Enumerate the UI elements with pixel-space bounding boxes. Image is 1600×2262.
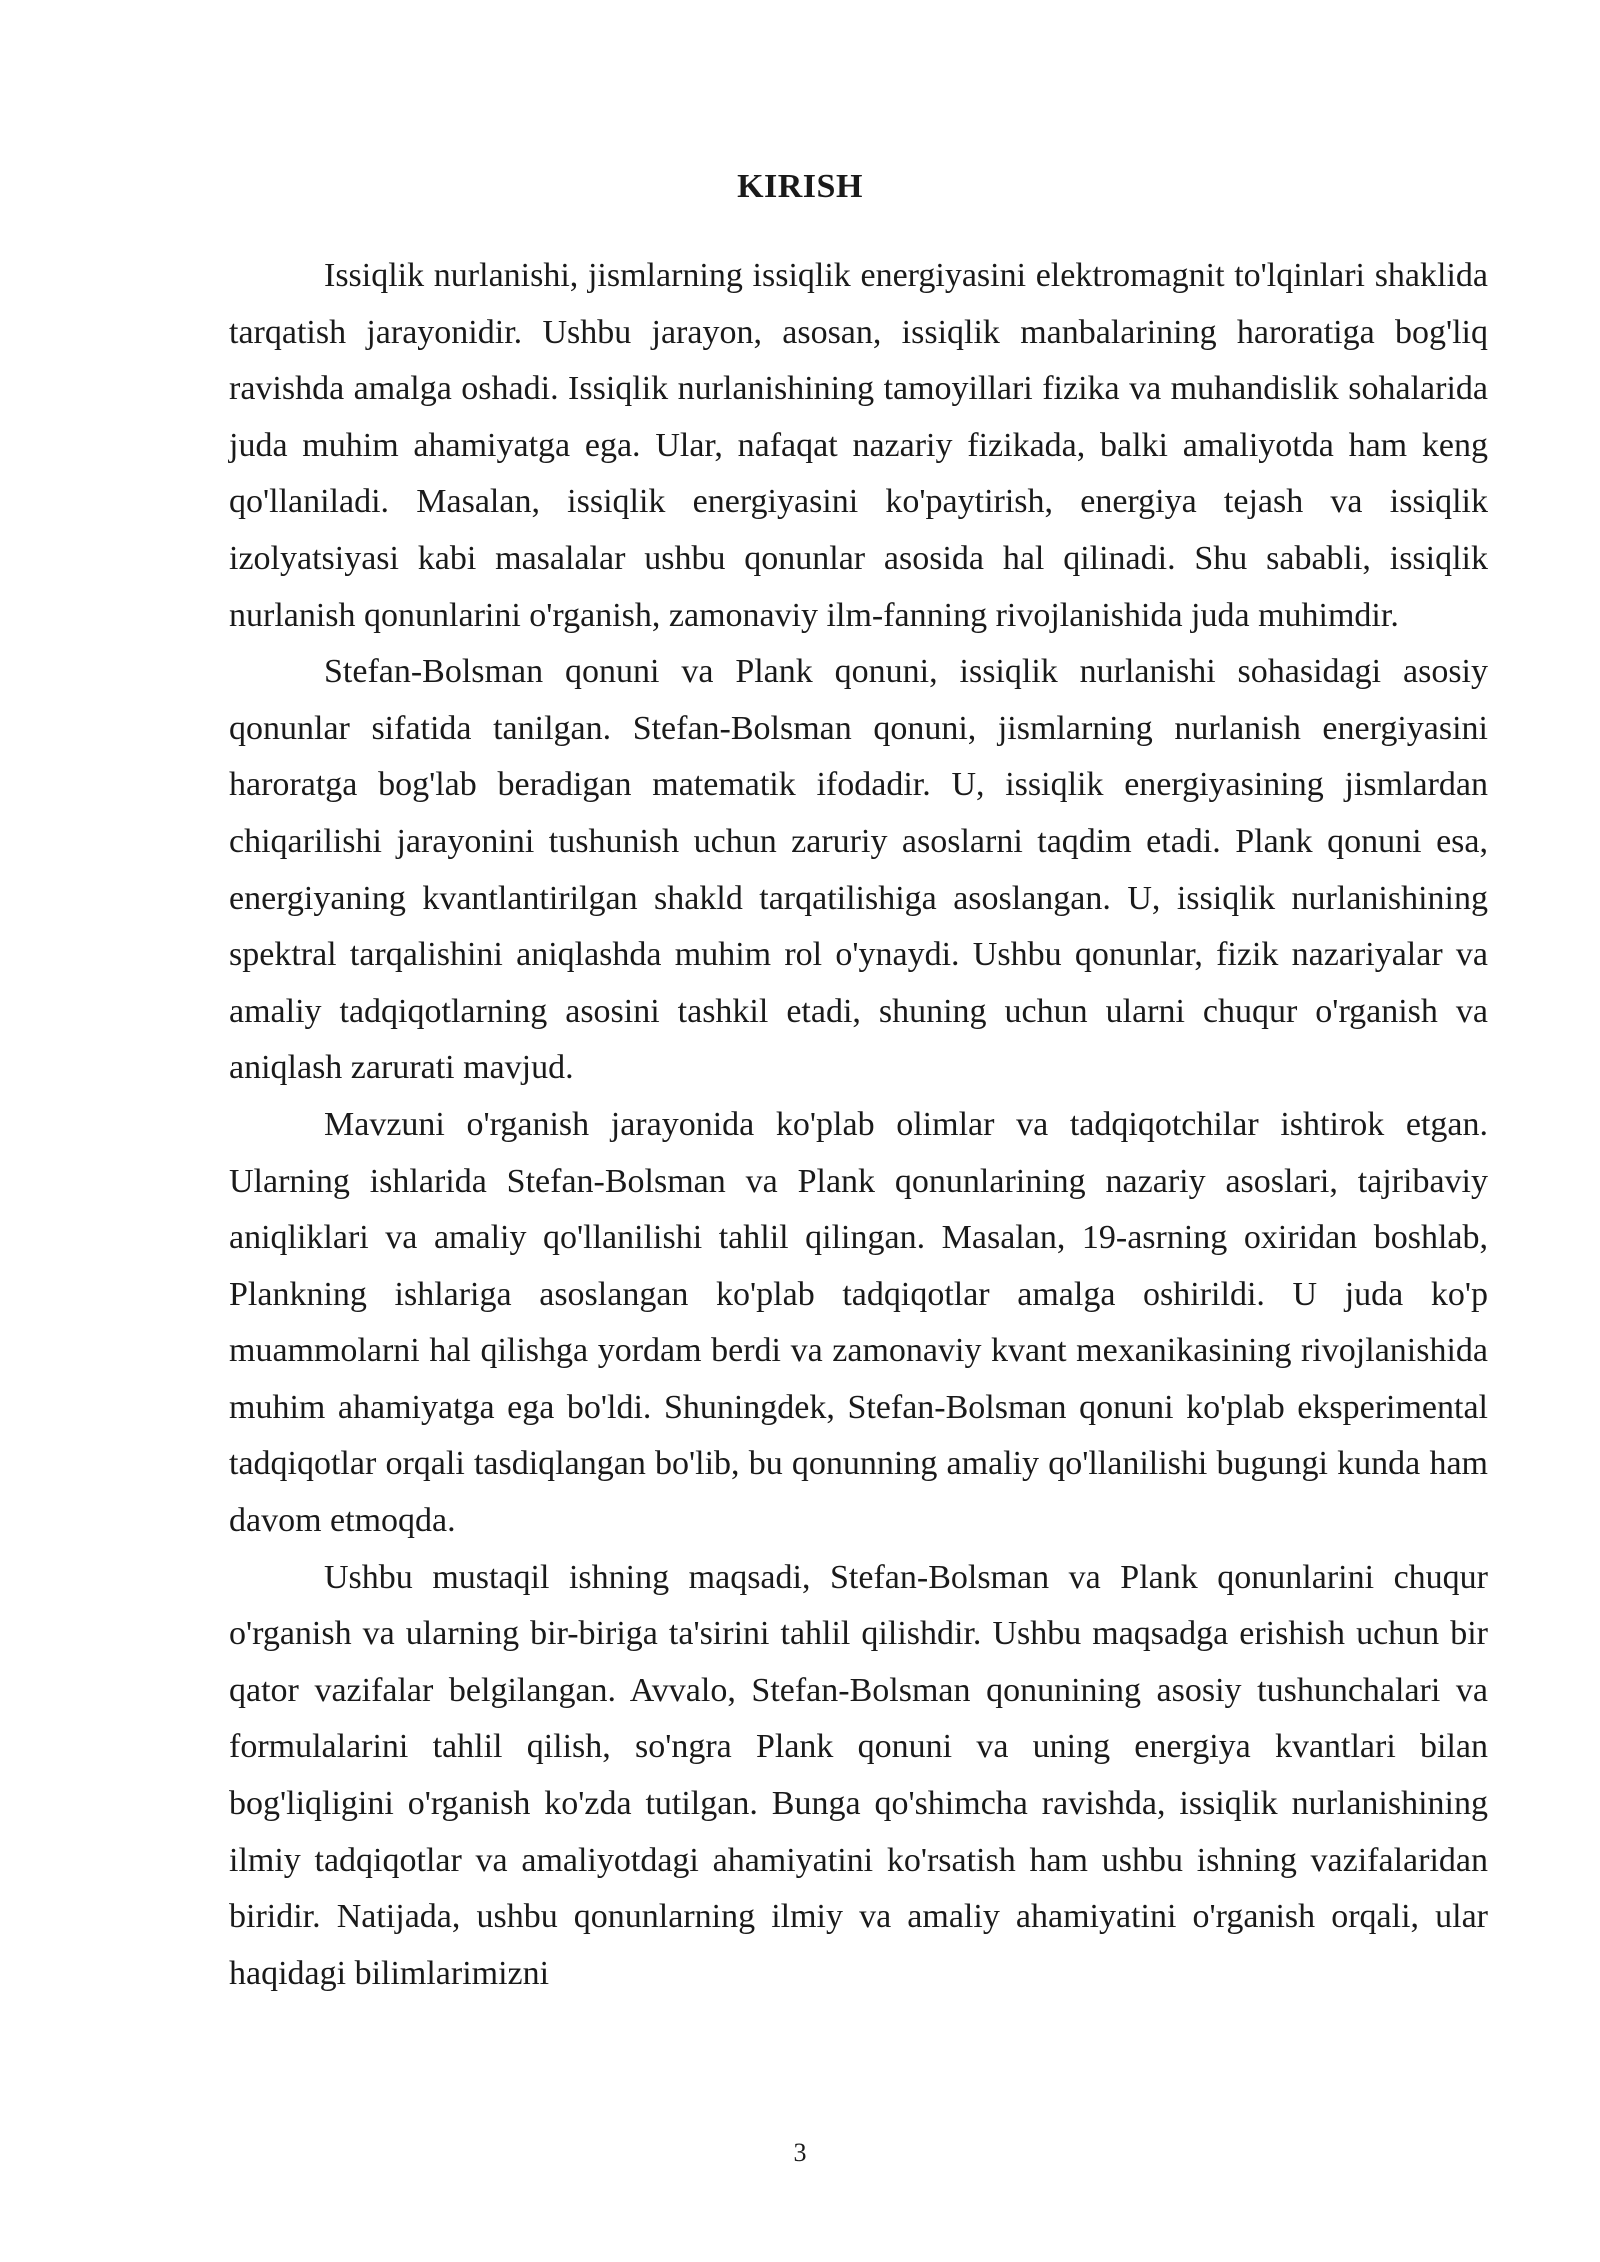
paragraph-4: Ushbu mustaqil ishning maqsadi, Stefan-Bolsman va Plank qonunlarini chuqur o'rganish va ularning bir-biriga ta'sirini tahlil qilishdir. Ushbu maqsadga erishish uchun bir qator vazifalar belgilangan. Avvalo, Stefan-Bolsman qonunining asosiy tushunchalari va formulalarini tahlil qilish, so'ngra Plank qonuni va uning energiya kvantlari bilan bog'liqligini o'rganish ko'zda tutilgan. Bunga qo'shimcha ravishda, issiqlik nurlanishining ilmiy tadqiqotlar va amaliyotdagi ahamiyatini ko'rsatish ham ushbu ishning vazifalaridan biridir. Natijada, ushbu qonunlarning ilmiy va amaliy ahamiyatini o'rganish orqali, ular haqidagi bilimlarimizni (229, 1558, 1488, 1992)
paragraph-1: Issiqlik nurlanishi, jismlarning issiqlik energiyasini elektromagnit to'lqinlari shaklida tarqatish jarayonidir. Ushbu jarayon, asosan, issiqlik manbalarining haroratiga bog'liq ravishda amalga oshadi. Issiqlik nurlanishining tamoyillari fizika va muhandislik sohalarida juda muhim ahamiyatga ega. Ular, nafaqat nazariy fizikada, balki amaliyotda ham keng qo'llaniladi. Masalan, issiqlik energiyasini ko'paytirish, energiya tejash va issiqlik izolyatsiyasi kabi masalalar ushbu qonunlar asosida hal qilinadi. Shu sababli, issiqlik nurlanish qonunlarini o'rganish, zamonaviy ilm-fanning rivojlanishida juda muhimdir. (229, 257, 1488, 634)
body-text (229, 248, 1488, 2002)
paragraph-2: Stefan-Bolsman qonuni va Plank qonuni, issiqlik nurlanishi sohasidagi asosiy qonunlar sifatida tanilgan. Stefan-Bolsman qonuni, jismlarning nurlanish energiyasini haroratga bog'lab beradigan matematik ifodadir. U, issiqlik energiyasining jismlardan chiqarilishi jarayonini tushunish uchun zaruriy asoslarni taqdim etadi. Plank qonuni esa, energiyaning kvantlantirilgan shakld tarqatilishiga asoslangan. U, issiqlik nurlanishining spektral tarqalishini aniqlashda muhim rol o'ynaydi. Ushbu qonunlar, fizik nazariyalar va amaliy tadqiqotlarning asosini tashkil etadi, shuning uchun ularni chuqur o'rganish va aniqlash zarurati mavjud. (229, 653, 1488, 1087)
section-title: KIRISH (737, 168, 863, 205)
paragraph-3: Mavzuni o'rganish jarayonida ko'plab olimlar va tadqiqotchilar ishtirok etgan. Ularning ishlarida Stefan-Bolsman va Plank qonunlarining nazariy asoslari, tajribaviy aniqliklari va amaliy qo'llanilishi tahlil qilingan. Masalan, 19-asrning oxiridan boshlab, Plankning ishlariga asoslangan ko'plab tadqiqotlar amalga oshirildi. U juda ko'p muammolarni hal qilishga yordam berdi va zamonaviy kvant mexanikasining rivojlanishida muhim ahamiyatga ega bo'ldi. Shuningdek, Stefan-Bolsman qonuni ko'plab eksperimental tadqiqotlar orqali tasdiqlangan bo'lib, bu qonunning amaliy qo'llanilishi bugungi kunda ham davom etmoqda. (229, 1105, 1488, 1540)
page-number: 3 (793, 2138, 807, 2167)
